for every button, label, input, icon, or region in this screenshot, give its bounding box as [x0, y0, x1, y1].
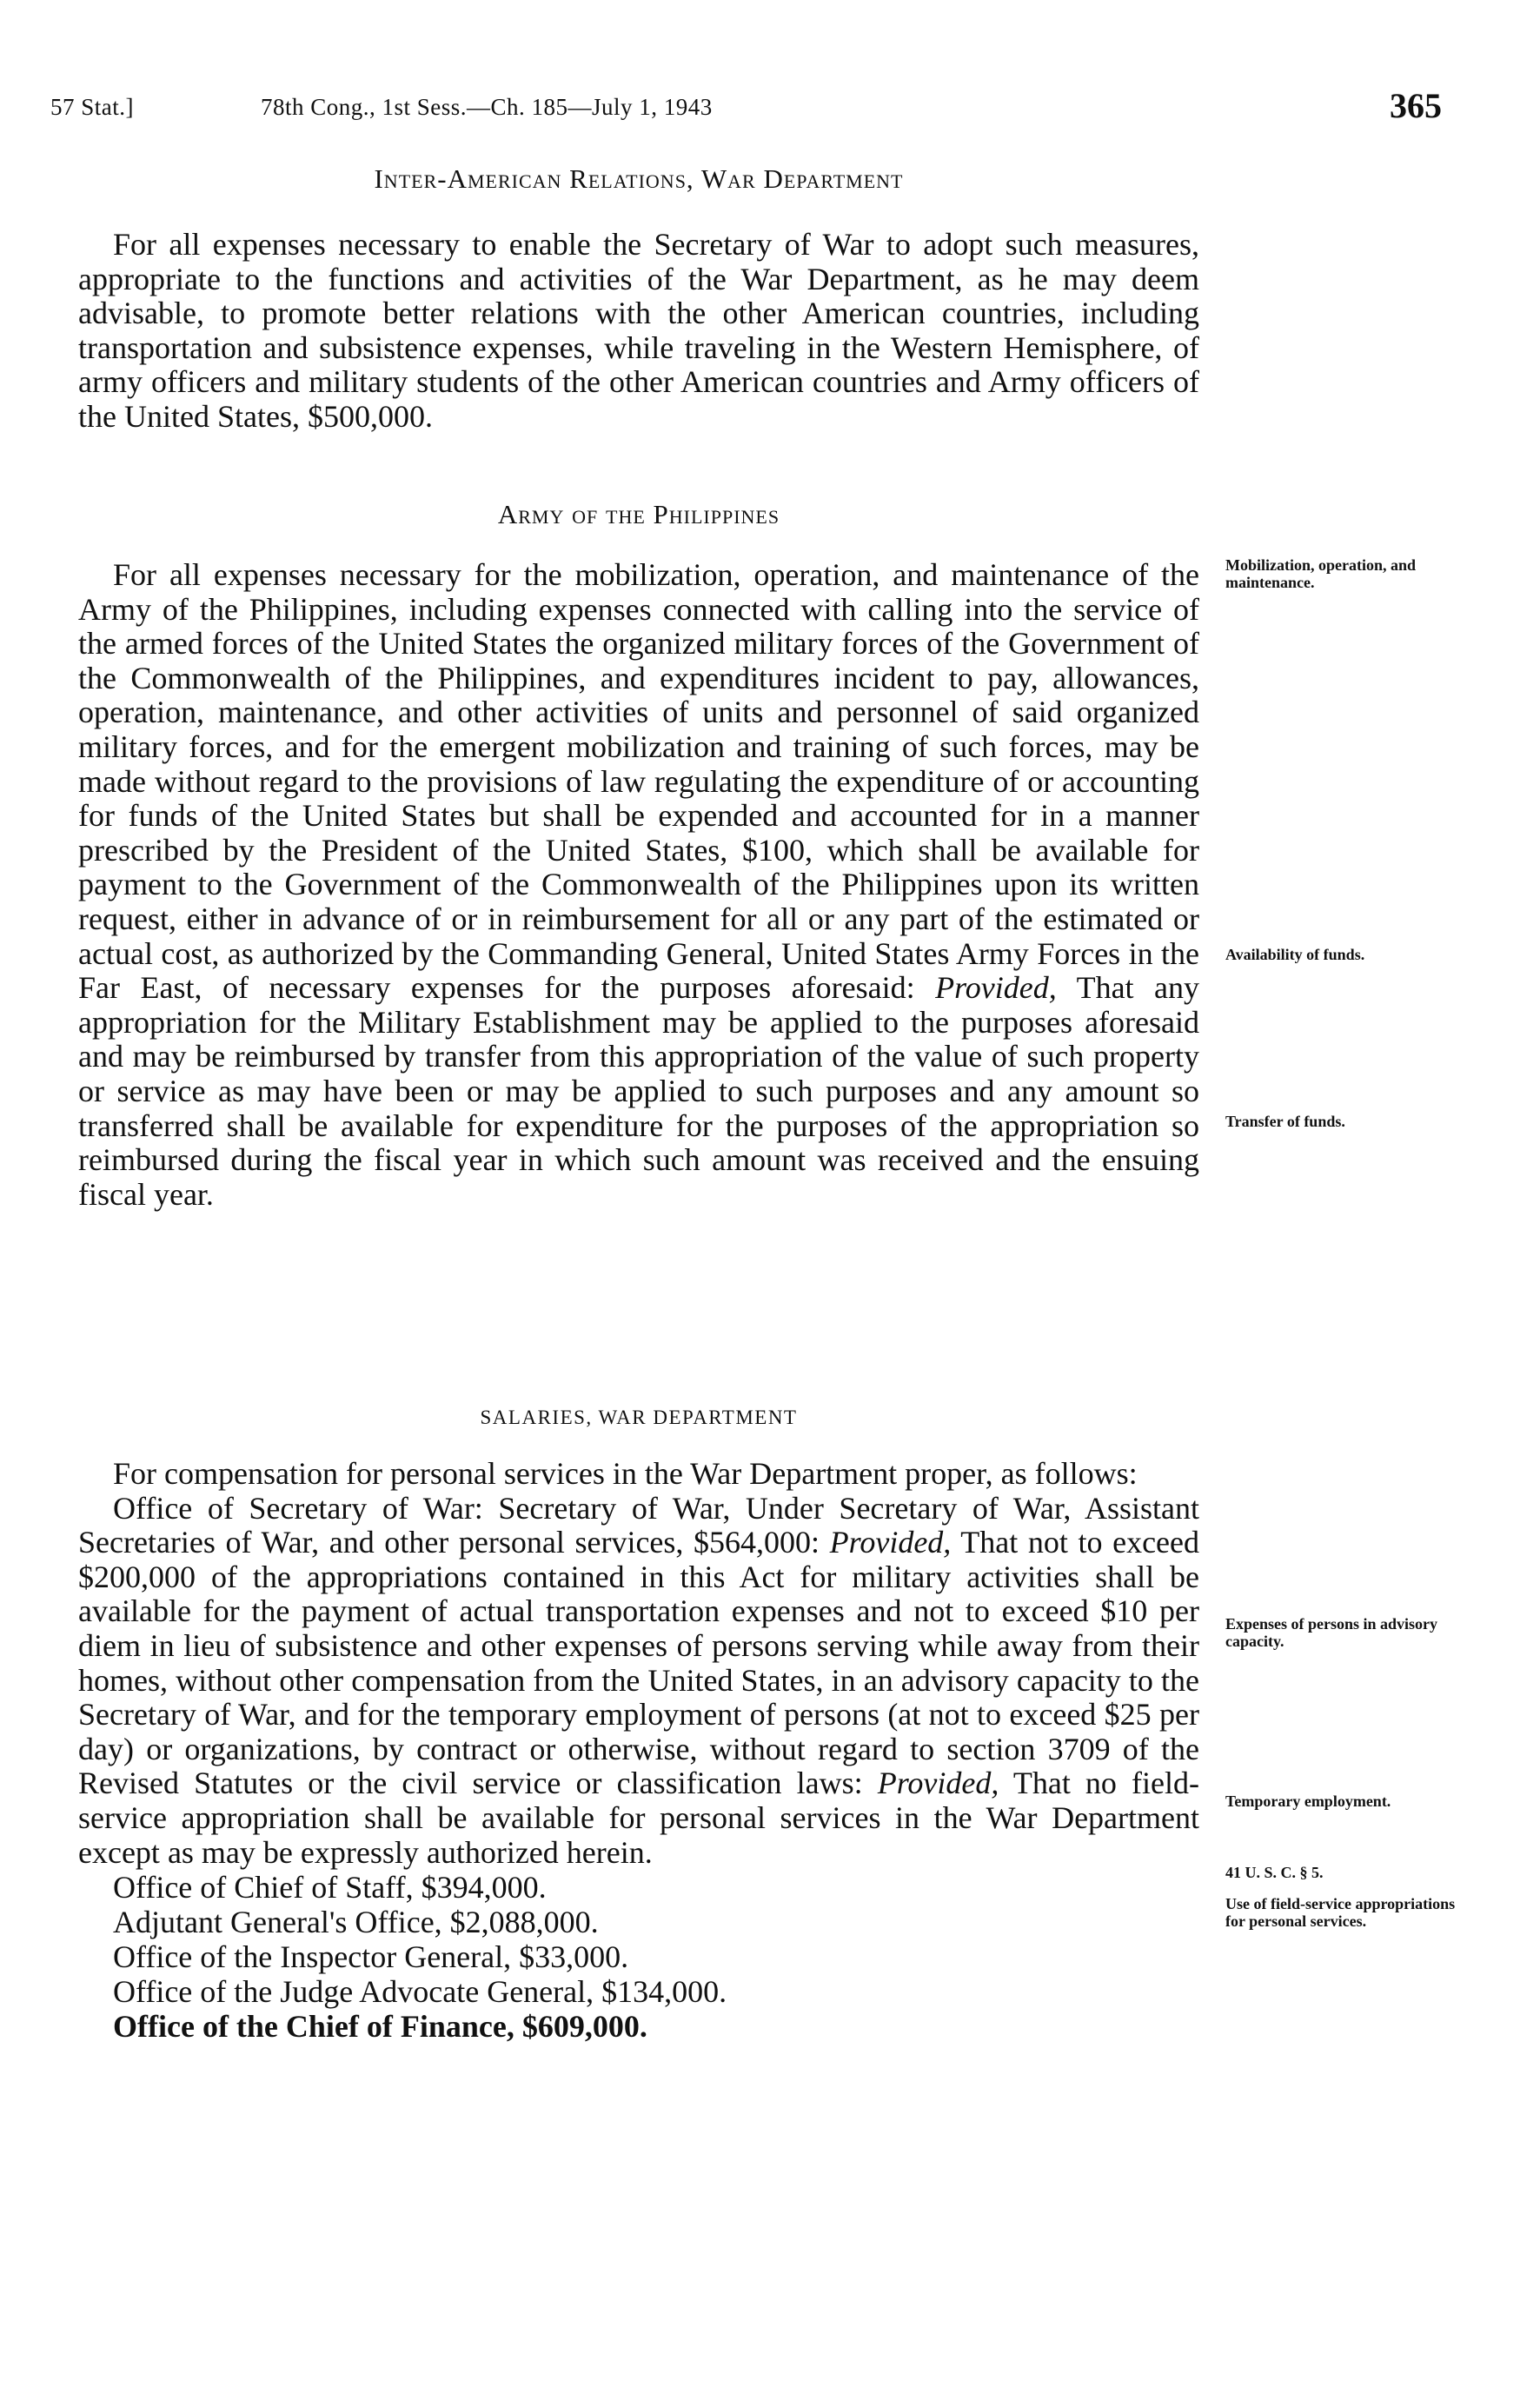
- margin-note-availability: Availability of funds.: [1225, 946, 1365, 963]
- page-number: 365: [1390, 86, 1442, 125]
- paragraph-secretary-office: [78, 1492, 1199, 1871]
- list-item: Office of the Judge Advocate General, $134,000.: [113, 1974, 727, 2010]
- paragraph-army-philippines: [78, 558, 1199, 1212]
- margin-note-usc: 41 U. S. C. § 5.: [1225, 1864, 1324, 1881]
- provided-label: Provided,: [877, 1766, 999, 1801]
- provided-label: Provided,: [935, 970, 1057, 1006]
- section-heading-army-philippines: Army of the Philippines: [497, 499, 780, 529]
- header-statute-ref: 57 Stat.]: [50, 94, 134, 120]
- section-army-philippines-body: [78, 558, 1199, 1212]
- section-inter-american-body: [78, 228, 1199, 435]
- header-session-ref: 78th Cong., 1st Sess.—Ch. 185—July 1, 1943: [261, 94, 713, 120]
- paragraph-salaries-intro: For compensation for personal services in the War Department proper, as follows:: [113, 1456, 1138, 1491]
- paragraph-army-philippines-a: For all expenses necessary for the mobilization, operation, and maintenance of the Army of the Philippines, including expenses connected with calling into the service of the armed forces of the United States the organized military forces of the Government of the Commonwealth of the Philippines, and expenditures incident to pay, allowances, operation, maintenance, and other activities of units and personnel of said organized military forces, and for the emergent mobilization and training of such forces, may be made without regard to the provisions of law regulating the expenditure of or accounting for funds of the United States but shall be expended and accounted for in a manner prescribed by the President of the United States, $100, which shall be available for payment to the Government of the Commonwealth of the Philippines upon its written request, either in advance of or in reimbursement for all or any part of the estimated or actual cost, as authorized by the Commanding General, United States Army Forces in the Far East, of necessary expenses for the purposes aforesaid:: [78, 557, 1199, 1006]
- margin-note-field-service: Use of field-service appropriations for personal services.: [1225, 1895, 1456, 1930]
- paragraph-secretary-office-b: That not to exceed $200,000 of the appropriations contained in this Act for military activities shall be available for the payment of actual transportation expenses and not to exceed $10 per diem in lieu of subsistence and other expenses of persons serving while away from their homes, without other compensation from the United States, in an advisory capacity to the Secretary of War, and for the temporary employment of persons (at not to exceed $25 per day) or organizations, by contract or otherwise, without regard to section 3709 of the Revised Statutes or the civil service or classification laws:: [78, 1525, 1200, 1801]
- list-item: Office of the Inspector General, $33,000.: [113, 1939, 629, 1975]
- paragraph-secretary-office-a: Office of Secretary of War: Secretary of War, Under Secretary of War, Assistant Secretaries of War, and other personal services, $564,000:: [78, 1490, 1199, 1560]
- margin-note-mobilization: Mobilization, operation, and maintenance.: [1225, 556, 1417, 591]
- paragraph-secretary-office-c: That no field-service appropriation shall be available for personal services in the War Department except as may be expressly authorized herein.: [78, 1766, 1199, 1870]
- paragraph-inter-american: For all expenses necessary to enable the Secretary of War to adopt such measures, appropriate to the functions and activities of the War Department, as he may deem advisable, to promote better relations with the other American countries, including transportation and subsistence expenses, while traveling in the Western Hemisphere, of army officers and military students of the other American countries and Army officers of the United States, $500,000.: [78, 227, 1199, 434]
- list-item: Office of the Chief of Finance, $609,000.: [113, 2009, 647, 2045]
- list-item: Office of Chief of Staff, $394,000.: [113, 1870, 547, 1905]
- section-heading-inter-american: Inter-American Relations, War Department: [374, 163, 904, 194]
- section-heading-salaries: SALARIES, WAR DEPARTMENT: [480, 1407, 798, 1428]
- margin-note-temporary: Temporary employment.: [1225, 1792, 1391, 1810]
- list-item: Adjutant General's Office, $2,088,000.: [113, 1905, 599, 1940]
- paragraph-army-philippines-b: That any appropriation for the Military Establishment may be applied to the purposes aforesaid and may be reimbursed by transfer from this appropriation of the value of such property or service as may have been or may be applied to such purposes and any amount so transferred shall be available for expenditure for the purposes of the appropriation so reimbursed during the fiscal year in which such amount was received and the ensuing fiscal year.: [78, 970, 1200, 1212]
- margin-note-expenses: Expenses of persons in advisory capacity.: [1225, 1615, 1438, 1650]
- provided-label: Provided,: [829, 1525, 952, 1560]
- margin-note-transfer: Transfer of funds.: [1225, 1113, 1345, 1130]
- section-salaries-body: [78, 1457, 1199, 2044]
